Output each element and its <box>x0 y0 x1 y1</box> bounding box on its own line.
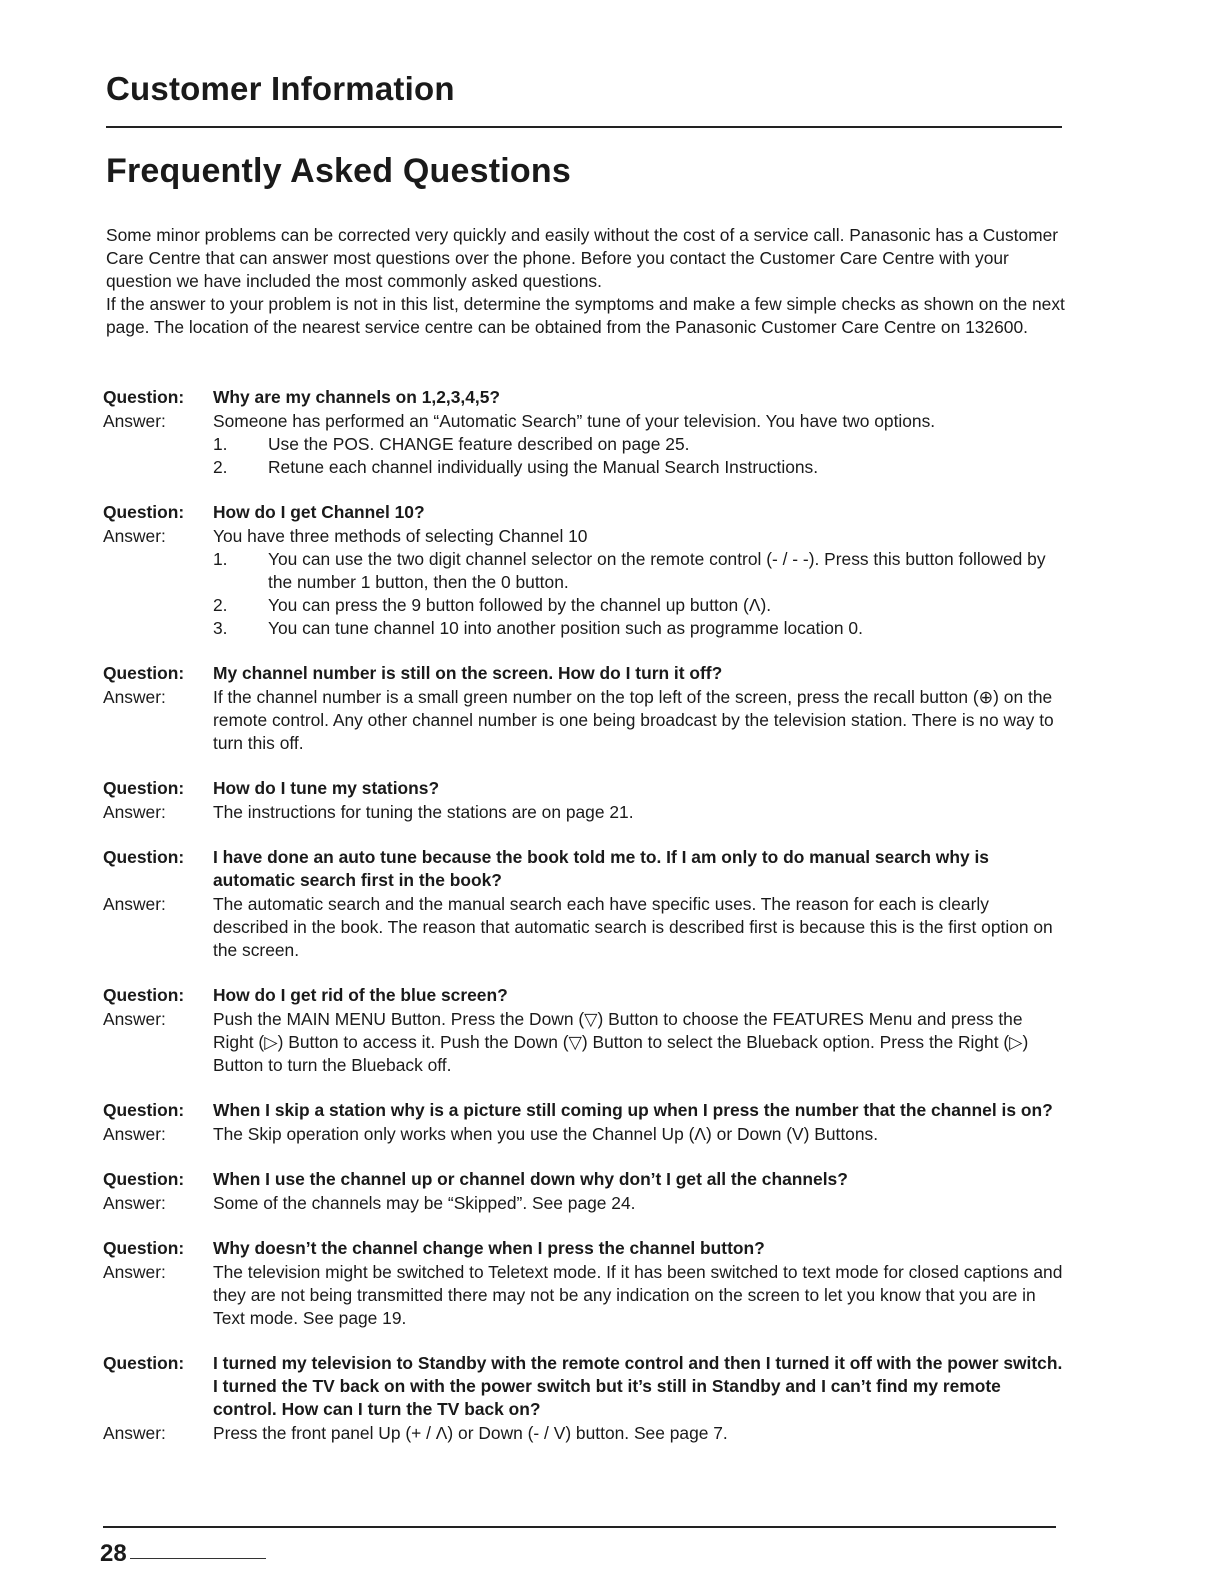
question-text: I turned my television to Standby with the remote control and then I turned it off with the power switch. I turned the TV back on with the power switch but it’s still in Standby and I can’t find my remote control. How can I turn the TV back on? <box>213 1353 1063 1419</box>
page-number: 28 <box>100 1540 127 1567</box>
answer-text: Someone has performed an “Automatic Search” tune of your television. You have two options. <box>213 411 936 431</box>
top-divider <box>106 126 1062 128</box>
answer-label: Answer: <box>103 1193 166 1213</box>
section-title: Customer Information <box>106 70 455 107</box>
answer-text: The instructions for tuning the stations are on page 21. <box>213 802 634 822</box>
answer-text: Press the front panel Up (+ / Λ) or Down (- / V) button. See page 7. <box>213 1423 728 1443</box>
question-label: Question: <box>103 1100 185 1120</box>
answer-text: You have three methods of selecting Channel 10 <box>213 526 588 546</box>
answer-label: Answer: <box>103 1009 166 1029</box>
question-text: When I use the channel up or channel down why don’t I get all the channels? <box>213 1169 848 1189</box>
answer-text: The automatic search and the manual search each have specific uses. The reason for each is clearly described in the book. The reason that automatic search is described first is because this is the first option on the screen. <box>213 894 1053 960</box>
question-text: How do I get Channel 10? <box>213 502 425 522</box>
question-text: Why doesn’t the channel change when I press the channel button? <box>213 1238 765 1258</box>
step-number: 1. <box>213 549 228 569</box>
question-text: Why are my channels on 1,2,3,4,5? <box>213 387 501 407</box>
faq-answer <box>103 1422 1063 1445</box>
faq-item <box>103 846 1063 962</box>
page-number-underline <box>130 1558 266 1559</box>
faq-item <box>103 662 1063 755</box>
question-label: Question: <box>103 847 185 867</box>
answer-text: Push the MAIN MENU Button. Press the Down (▽) Button to choose the FEATURES Menu and press the Right (▷) Button to access it. Push the Down (▽) Button to select the Blueback option. Press the Right (▷) Button to turn the Blueback off. <box>213 1009 1029 1075</box>
answer-text: If the channel number is a small green number on the top left of the screen, press the recall button (⊕) on the remote control. Any other channel number is one being broadcast by the television station. There is no way to turn this off. <box>213 687 1054 753</box>
faq-question <box>103 501 1063 524</box>
answer-label: Answer: <box>103 1262 166 1282</box>
answer-step <box>213 548 1063 594</box>
faq-question <box>103 662 1063 685</box>
faq-question <box>103 1168 1063 1191</box>
faq-answer <box>103 686 1063 755</box>
page-title: Frequently Asked Questions <box>106 152 571 190</box>
intro-text <box>106 224 1066 339</box>
answer-label: Answer: <box>103 1124 166 1144</box>
answer-step <box>213 617 1063 640</box>
step-text: You can press the 9 button followed by the channel up button (Λ). <box>268 595 772 615</box>
faq-answer <box>103 1192 1063 1215</box>
faq-question <box>103 386 1063 409</box>
faq-answer <box>103 410 1063 479</box>
answer-label: Answer: <box>103 526 166 546</box>
answer-text: Some of the channels may be “Skipped”. See page 24. <box>213 1193 636 1213</box>
answer-label: Answer: <box>103 411 166 431</box>
answer-text: The Skip operation only works when you use the Channel Up (Λ) or Down (V) Buttons. <box>213 1124 879 1144</box>
faq-question <box>103 777 1063 800</box>
step-text: Use the POS. CHANGE feature described on page 25. <box>268 434 690 454</box>
answer-label: Answer: <box>103 802 166 822</box>
question-text: When I skip a station why is a picture still coming up when I press the number that the channel is on? <box>213 1100 1053 1120</box>
answer-label: Answer: <box>103 1423 166 1443</box>
step-number: 3. <box>213 618 228 638</box>
faq-item <box>103 1237 1063 1330</box>
question-label: Question: <box>103 502 185 522</box>
question-text: How do I tune my stations? <box>213 778 440 798</box>
intro-paragraph: Some minor problems can be corrected very quickly and easily without the cost of a service call. Panasonic has a Customer Care Centre that can answer most questions over the phone. Before you contact the Customer Care Centre with your question we have included the most commonly asked questions. <box>106 225 1059 291</box>
question-text: My channel number is still on the screen. How do I turn it off? <box>213 663 723 683</box>
intro-paragraph: If the answer to your problem is not in this list, determine the symptoms and make a few simple checks as shown on the next page. The location of the nearest service centre can be obtained from the Panasonic Customer Care Centre on 132600. <box>106 294 1065 337</box>
answer-label: Answer: <box>103 894 166 914</box>
step-number: 2. <box>213 595 228 615</box>
faq-answer <box>103 801 1063 824</box>
answer-text: The television might be switched to Teletext mode. If it has been switched to text mode for closed captions and they are not being transmitted there may not be any indication on the screen to let you know that you are in Text mode. See page 19. <box>213 1262 1063 1328</box>
faq-answer <box>103 525 1063 640</box>
step-number: 1. <box>213 434 228 454</box>
faq-question <box>103 846 1063 892</box>
faq-item <box>103 1099 1063 1146</box>
question-label: Question: <box>103 1238 185 1258</box>
answer-label: Answer: <box>103 687 166 707</box>
faq-item <box>103 984 1063 1077</box>
faq-question <box>103 984 1063 1007</box>
step-number: 2. <box>213 457 228 477</box>
answer-steps <box>213 548 1063 640</box>
question-label: Question: <box>103 985 185 1005</box>
faq-answer <box>103 1123 1063 1146</box>
faq-item <box>103 1352 1063 1445</box>
question-label: Question: <box>103 387 185 407</box>
faq-item <box>103 386 1063 479</box>
step-text: You can use the two digit channel selector on the remote control (- / - -). Press this button followed by the number 1 button, then the 0 button. <box>268 549 1046 592</box>
faq-question <box>103 1237 1063 1260</box>
faq-answer <box>103 1261 1063 1330</box>
answer-step <box>213 433 1063 456</box>
step-text: You can tune channel 10 into another position such as programme location 0. <box>268 618 863 638</box>
bottom-divider <box>103 1526 1056 1528</box>
answer-steps <box>213 433 1063 479</box>
faq-question <box>103 1352 1063 1421</box>
step-text: Retune each channel individually using the Manual Search Instructions. <box>268 457 819 477</box>
faq-question <box>103 1099 1063 1122</box>
question-text: I have done an auto tune because the book told me to. If I am only to do manual search why is automatic search first in the book? <box>213 847 989 890</box>
question-label: Question: <box>103 1169 185 1189</box>
faq-answer <box>103 893 1063 962</box>
faq-answer <box>103 1008 1063 1077</box>
faq-list <box>103 386 1063 1467</box>
answer-step <box>213 594 1063 617</box>
answer-step <box>213 456 1063 479</box>
question-label: Question: <box>103 663 185 683</box>
faq-item <box>103 777 1063 824</box>
question-text: How do I get rid of the blue screen? <box>213 985 508 1005</box>
faq-item <box>103 1168 1063 1215</box>
faq-item <box>103 501 1063 640</box>
question-label: Question: <box>103 778 185 798</box>
question-label: Question: <box>103 1353 185 1373</box>
